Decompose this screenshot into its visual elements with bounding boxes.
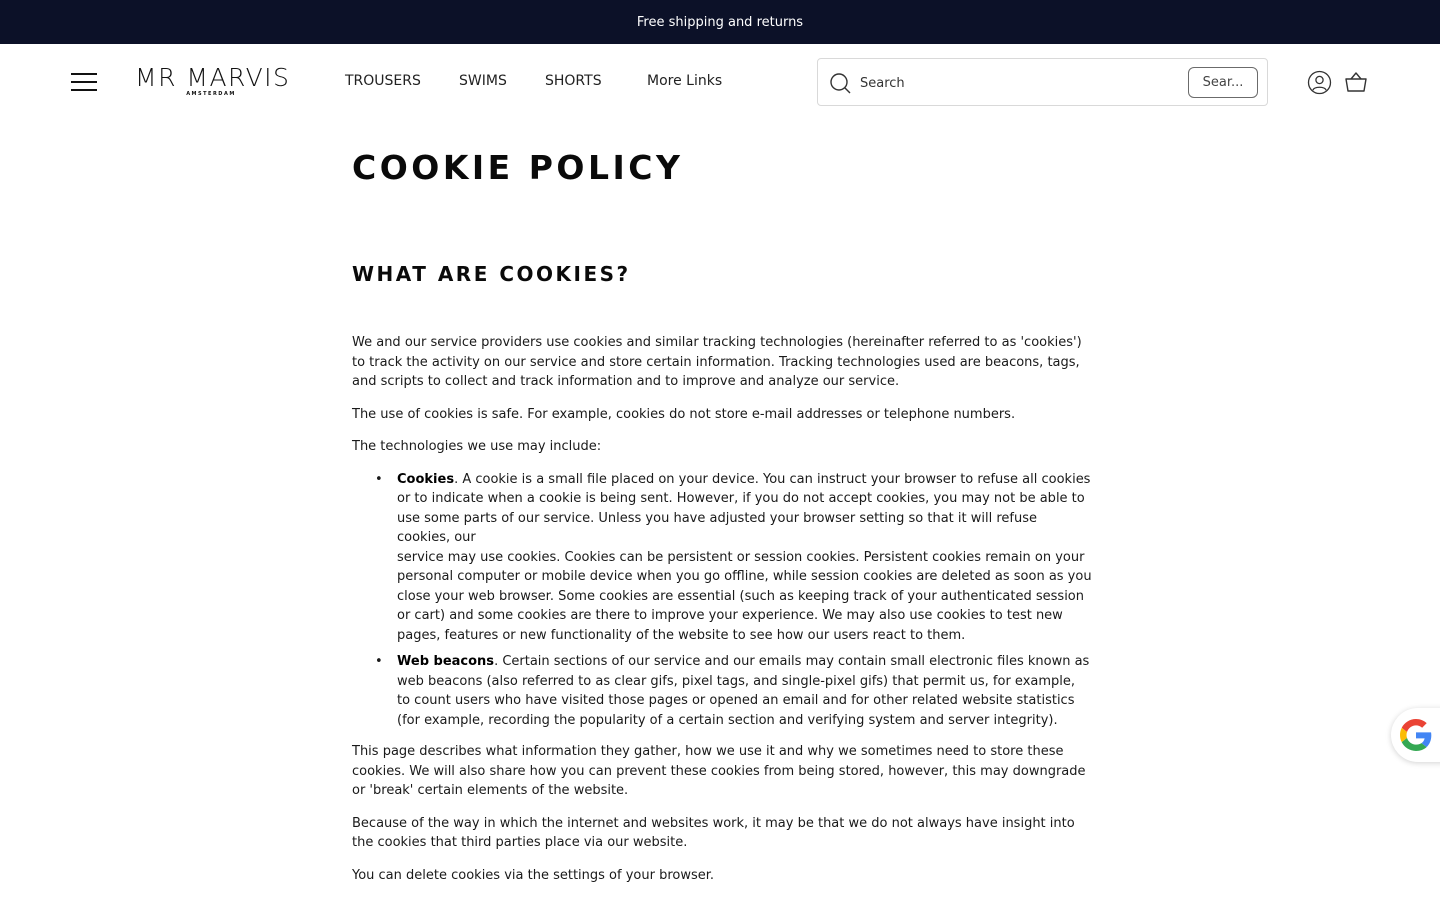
section-title: WHAT ARE COOKIES? — [352, 262, 631, 286]
logo-wordmark: MR MARVIS — [135, 63, 291, 92]
policy-body — [352, 333, 1092, 898]
paragraph: We and our service providers use cookies and similar tracking technologies (hereinafter referred to as 'cookies') to track the activity on our service and store certain information. Tracking technologies used are beacons, tags, and scripts to collect and track information and to improve and analyze our service. — [352, 335, 1082, 389]
technologies-list — [352, 470, 1092, 731]
hamburger-menu-icon[interactable] — [71, 73, 97, 91]
nav-item-trousers[interactable]: TROUSERS — [345, 73, 421, 89]
paragraph: This page describes what information they gather, how we use it and why we sometimes need to store these cookies. We will also share how you can prevent these cookies from being stored, however, this may downgrade or 'break' certain elements of the website. — [352, 744, 1086, 798]
search-box — [817, 58, 1268, 106]
nav-item-more-links[interactable]: More Links — [647, 73, 723, 89]
google-logo-icon — [1400, 719, 1432, 751]
search-input[interactable] — [860, 71, 1180, 95]
search-icon[interactable] — [828, 71, 852, 95]
paragraph: The use of cookies is safe. For example, cookies do not store e-mail addresses or telephone numbers. — [352, 406, 1016, 422]
list-item-text: service may use cookies. Cookies can be persistent or session cookies. Persistent cookies remain on your personal computer or mobile device when you go offline, while session cookies are deleted as soon as you close your web browser. Some cookies are essential (such as keeping track of your authenticated session or cart) and some cookies are there to improve your experience. We may also use cookies to test new pages, features or new functionality of the website to see how our users react to them. — [397, 549, 1092, 643]
list-item-term: Web beacons — [397, 654, 495, 669]
search-button[interactable]: Sear... — [1188, 67, 1258, 98]
paragraph: You can delete cookies via the settings of your browser. — [352, 867, 715, 883]
paragraph: Because of the way in which the internet and websites work, it may be that we do not always have insight into the cookies that third parties place via our website. — [352, 815, 1075, 850]
list-item-text: . Certain sections of our service and our emails may contain small electronic files known as web beacons (also referred to as clear gifs, pixel tags, and single-pixel gifs) that permit us, for example, to count users who have visited those pages or opened an email and for other related website statistics (for example, recording the popularity of a certain section and verifying system and server integrity). — [397, 654, 1090, 728]
logo-subtitle: AMSTERDAM — [186, 91, 236, 97]
page-title: COOKIE POLICY — [352, 148, 684, 187]
list-item-term: Cookies — [397, 471, 455, 487]
paragraph: The technologies we use may include: — [352, 439, 602, 454]
announcement-text: Free shipping and returns — [636, 14, 804, 30]
bullet: • — [375, 654, 383, 669]
user-account-icon[interactable] — [1307, 70, 1332, 95]
list-item-text: . A cookie is a small file placed on your device. You can instruct your browser to refuse all cookies or to indicate when a cookie is being sent. However, if you do not accept cookies, you may not be able to use some parts of our service. Unless you have adjusted your browser setting so that it will refuse cookies, our — [397, 471, 1091, 545]
nav-item-swims[interactable]: SWIMS — [459, 73, 507, 89]
bullet: • — [375, 471, 383, 487]
list-item — [352, 652, 1092, 730]
list-item — [352, 470, 1092, 646]
google-reviews-badge[interactable] — [1391, 708, 1440, 762]
shopping-basket-icon[interactable] — [1344, 70, 1368, 94]
site-header — [0, 44, 1440, 120]
announcement-bar — [0, 0, 1440, 44]
brand-logo[interactable] — [135, 63, 291, 98]
nav-item-shorts[interactable]: SHORTS — [545, 73, 602, 89]
